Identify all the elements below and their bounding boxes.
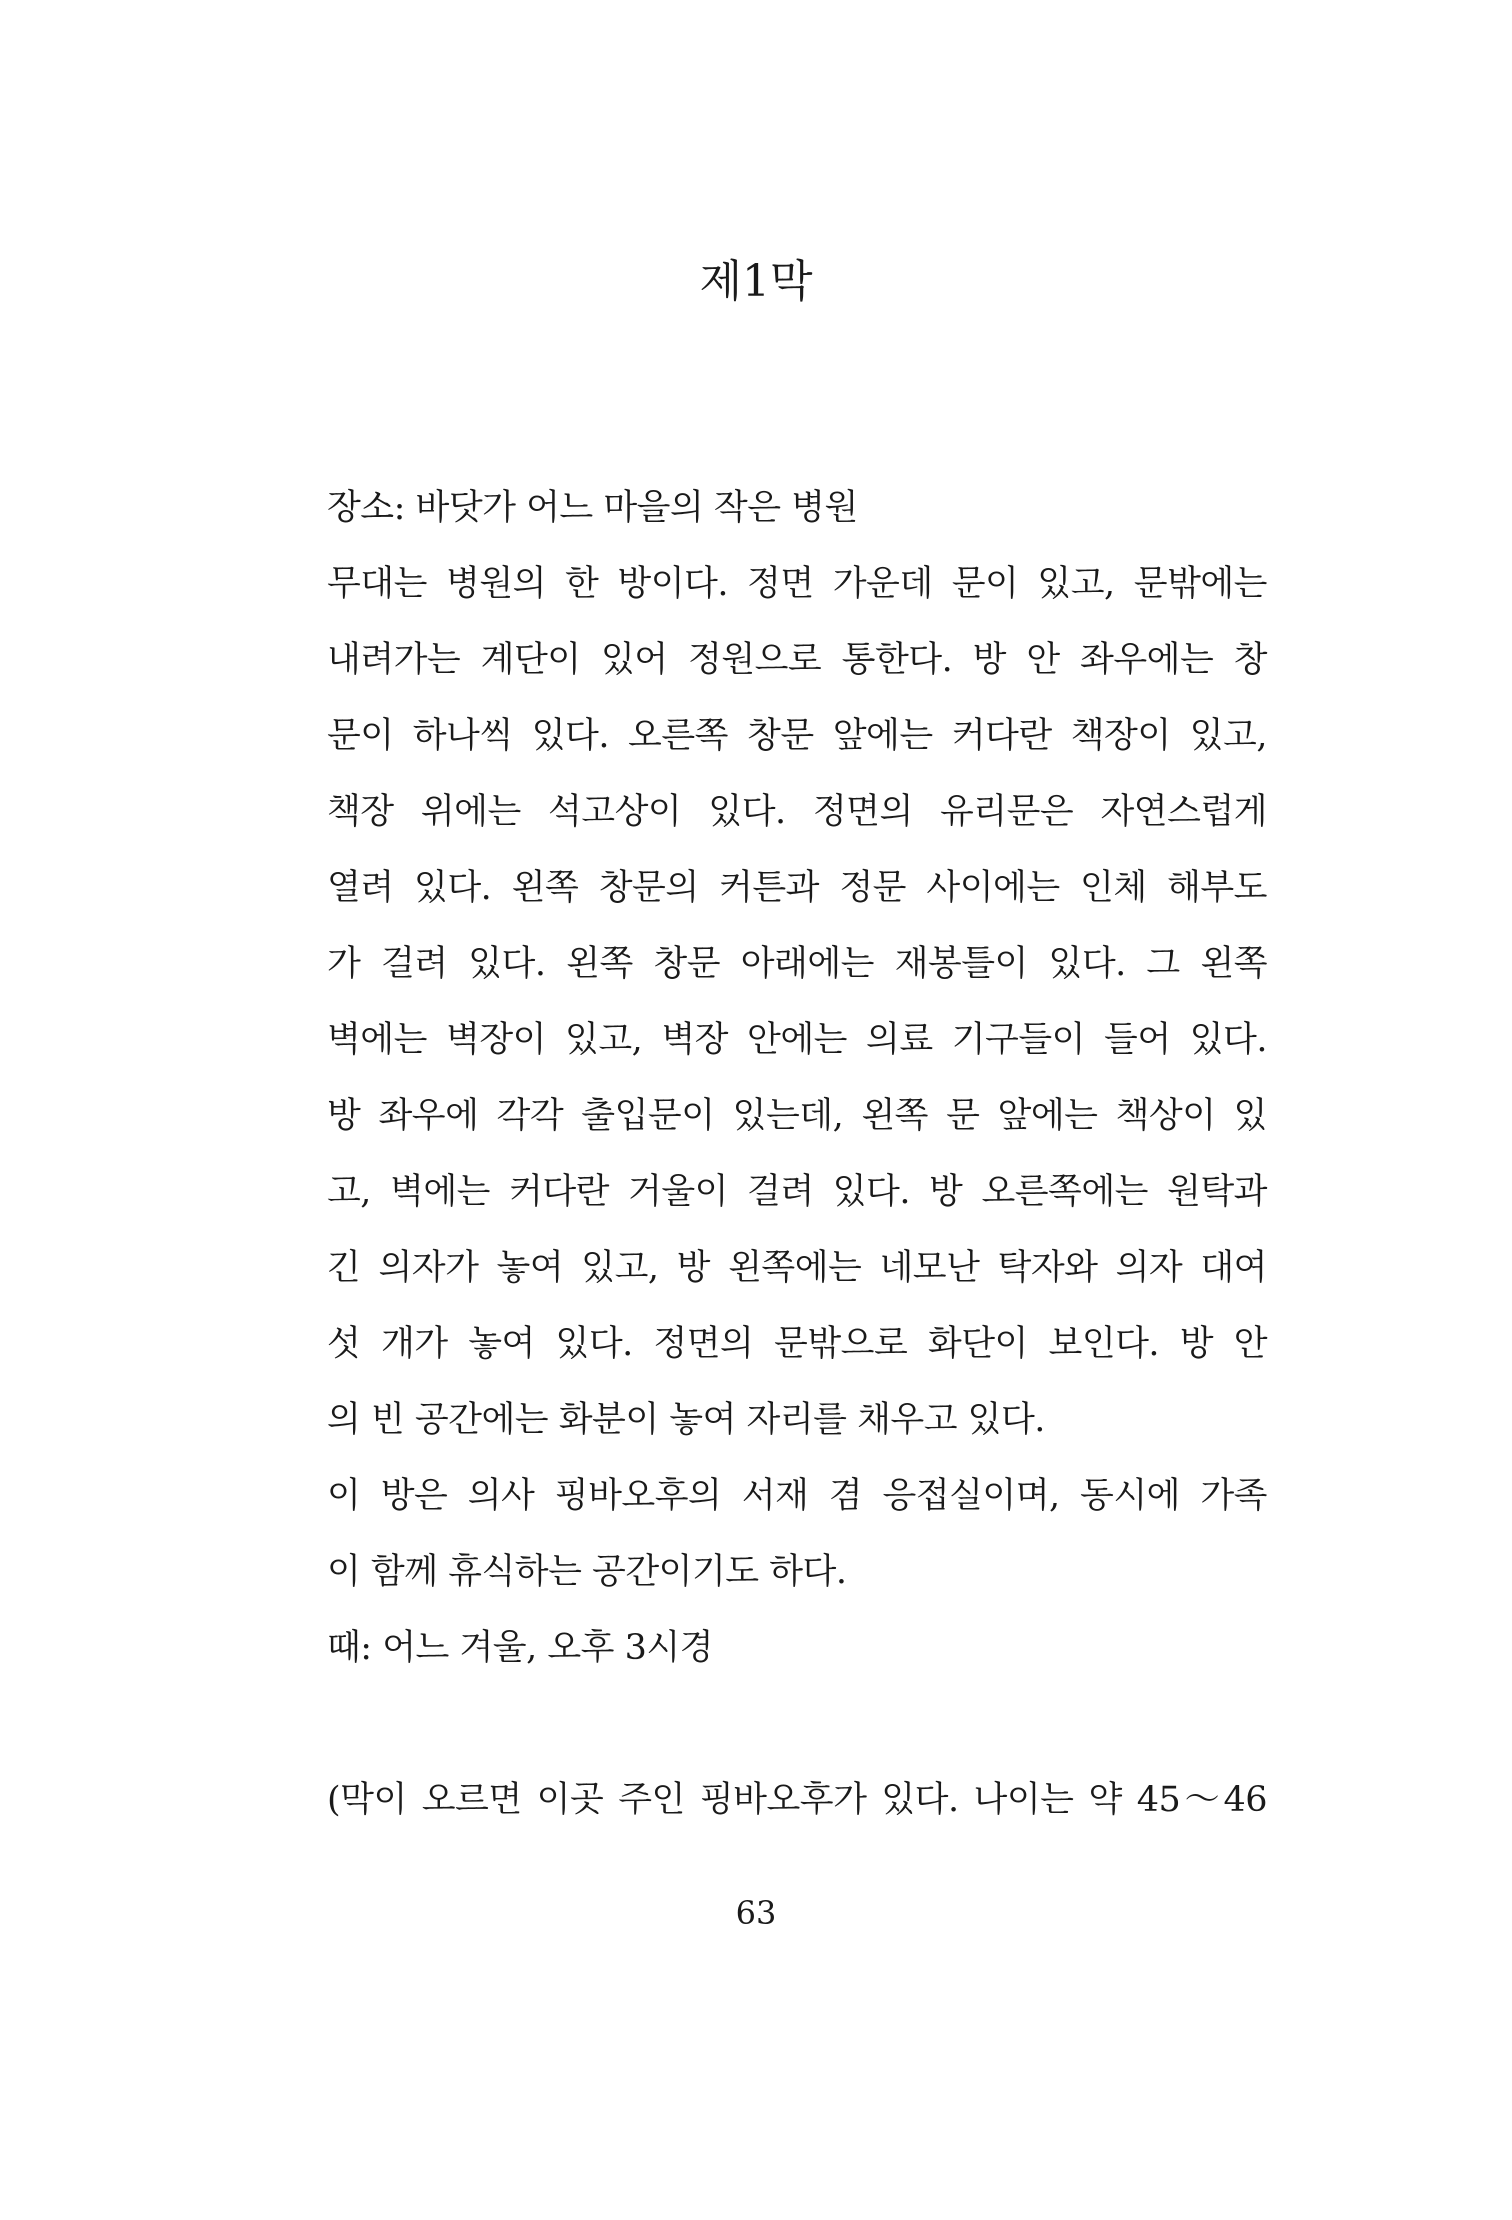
text-line: 긴 의자가 놓여 있고, 방 왼쪽에는 네모난 탁자와 의자 대여 [327, 1248, 1267, 1288]
text-line: 의 빈 공간에는 화분이 놓여 자리를 채우고 있다. [327, 1400, 1045, 1440]
setting-line: 장소: 바닷가 어느 마을의 작은 병원 [327, 488, 858, 528]
page-number: 63 [735, 1894, 777, 1932]
stage-direction-line: (막이 오르면 이곳 주인 핑바오후가 있다. 나이는 약 45～46 [327, 1780, 1267, 1820]
paragraph-gap [327, 1686, 1267, 1762]
text-line: 섯 개가 놓여 있다. 정면의 문밖으로 화단이 보인다. 방 안 [327, 1324, 1267, 1364]
time-line: 때: 어느 겨울, 오후 3시경 [327, 1628, 713, 1668]
text-line: 무대는 병원의 한 방이다. 정면 가운데 문이 있고, 문밖에는 [327, 564, 1267, 604]
act-title: 제1막 [699, 256, 813, 307]
text-line: 벽에는 벽장이 있고, 벽장 안에는 의료 기구들이 들어 있다. [327, 1020, 1267, 1060]
text-line: 이 방은 의사 핑바오후의 서재 겸 응접실이며, 동시에 가족 [327, 1476, 1267, 1516]
stage-directions [327, 470, 1267, 1838]
text-line: 책장 위에는 석고상이 있다. 정면의 유리문은 자연스럽게 [327, 792, 1267, 832]
text-line: 방 좌우에 각각 출입문이 있는데, 왼쪽 문 앞에는 책상이 있 [327, 1096, 1267, 1136]
text-line: 열려 있다. 왼쪽 창문의 커튼과 정문 사이에는 인체 해부도 [327, 868, 1267, 908]
text-line: 이 함께 휴식하는 공간이기도 하다. [327, 1552, 847, 1592]
text-line: 고, 벽에는 커다란 거울이 걸려 있다. 방 오른쪽에는 원탁과 [327, 1172, 1267, 1212]
text-line: 문이 하나씩 있다. 오른쪽 창문 앞에는 커다란 책장이 있고, [327, 716, 1267, 756]
text-line: 가 걸려 있다. 왼쪽 창문 아래에는 재봉틀이 있다. 그 왼쪽 [327, 944, 1267, 984]
text-line: 내려가는 계단이 있어 정원으로 통한다. 방 안 좌우에는 창 [327, 640, 1267, 680]
